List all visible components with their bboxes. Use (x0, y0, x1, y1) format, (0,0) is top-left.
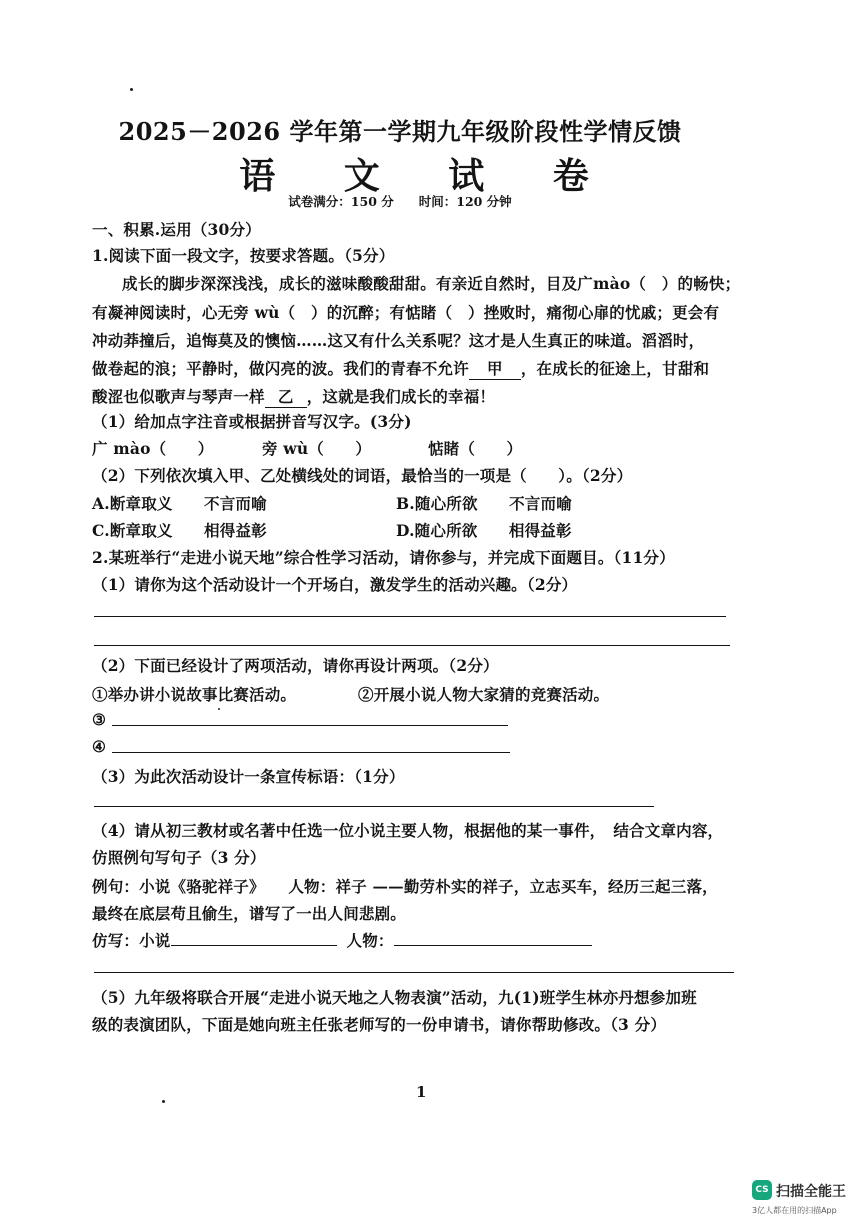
q1-prompt: 1.阅读下面一段文字，按要求答题。（5分） (92, 246, 395, 265)
activity-2: ②开展小说人物大家猜的竞赛活动。 (358, 685, 610, 704)
section-heading: 一、积累.运用（30分） (92, 220, 261, 239)
scan-speck (130, 88, 133, 91)
pinyin-item: 旁 wù（ ） (262, 439, 372, 458)
activity-4-label: ④ (92, 737, 107, 756)
option-a: A.断章取义 不言而喻 (92, 494, 267, 513)
answer-line (94, 806, 654, 807)
q2-sub5: （5）九年级将联合开展“走进小说天地之人物表演”活动，九(1)班学生林亦丹想参加班 (92, 988, 697, 1007)
scan-speck (218, 708, 220, 710)
q1-sub2: （2）下列依次填入甲、乙处横线处的词语，最恰当的一项是（ ）。（2分） (92, 466, 633, 485)
page-number: 1 (416, 1083, 427, 1101)
passage-line (92, 385, 495, 408)
answer-line (112, 752, 510, 753)
passage-line: 成长的脚步深深浅浅，成长的滋味酸酸甜甜。有亲近自然时，目及广mào（ ）的畅快； (122, 274, 741, 293)
passage-text: 酸涩也似歌声与琴声一样 (92, 387, 265, 406)
scanner-watermark (752, 1180, 858, 1220)
blank-jia: 甲 (469, 357, 521, 380)
passage-text: ，在成长的征途上，甘甜和 (520, 359, 710, 378)
example-line: 例句：小说《骆驼祥子》 人物：祥子 ——勤劳朴实的祥子，立志买车，经历三起三落， (92, 877, 718, 896)
q2-sub4-cont: 仿照例句写句子（3 分） (92, 848, 266, 867)
novel-blank (171, 931, 337, 946)
person-blank (394, 931, 592, 946)
passage-text: ，这就是我们成长的幸福！ (306, 387, 496, 406)
scanner-app-name: 扫描全能王 (776, 1184, 846, 1200)
scanner-tagline: 3亿人都在用的扫描App (752, 1206, 837, 1215)
q2-prompt: 2.某班举行“走进小说天地”综合性学习活动，请你参与，并完成下面题目。（11分） (92, 548, 675, 567)
blank-yi: 乙 (265, 385, 307, 408)
imitate-person-label: 人物： (346, 931, 394, 950)
passage-text: 做卷起的浪；平静时，做闪亮的波。我们的青春不允许 (92, 359, 469, 378)
scan-speck (162, 1100, 165, 1103)
example-line: 最终在底层苟且偷生，谱写了一出人间悲剧。 (92, 904, 407, 923)
option-d: D.随心所欲 相得益彰 (396, 521, 572, 540)
q2-sub5-cont: 级的表演团队，下面是她向班主任张老师写的一份申请书，请你帮助修改。（3 分） (92, 1015, 667, 1034)
imitate-line (92, 929, 592, 951)
camscanner-logo-icon: CS (752, 1180, 772, 1200)
exam-meta: 试卷满分：150 分 时间：120 分钟 (288, 194, 512, 209)
option-b: B.随心所欲 不言而喻 (396, 494, 572, 513)
q2-sub1: （1）请你为这个活动设计一个开场白，激发学生的活动兴趣。（2分） (92, 575, 578, 594)
activity-1: ①举办讲小说故事比赛活动。 (92, 685, 297, 704)
answer-line (112, 725, 508, 726)
pinyin-item: 广 mào（ ） (92, 439, 214, 458)
passage-line: 有凝神阅读时，心无旁 wù（ ）的沉醉；有惦睹（ ）挫败时，痛彻心扉的忧戚；更会有 (92, 303, 720, 322)
exam-title: 2025－2026 学年第一学期九年级阶段性学情反馈 (118, 117, 682, 146)
subject-title: 语 文 试 卷 (239, 155, 617, 197)
q2-sub3: （3）为此次活动设计一条宣传标语：（1分） (92, 767, 405, 786)
answer-line (94, 972, 734, 973)
imitate-label: 仿写：小说 (92, 931, 171, 950)
activity-3-label: ③ (92, 710, 107, 729)
q2-sub2: （2）下面已经设计了两项活动，请你再设计两项。（2分） (92, 656, 499, 675)
answer-line (94, 645, 730, 646)
passage-line (92, 357, 709, 380)
passage-line: 冲动莽撞后，追悔莫及的懊恼……这又有什么关系呢？这才是人生真正的味道。滔滔时， (92, 331, 705, 350)
option-c: C.断章取义 相得益彰 (92, 521, 267, 540)
pinyin-item: 惦睹（ ） (428, 439, 523, 458)
q1-sub1: （1）给加点字注音或根据拼音写汉字。(3分) (92, 412, 412, 431)
q2-sub4: （4）请从初三教材或名著中任选一位小说主要人物，根据他的某一事件， 结合文章内容， (92, 821, 724, 840)
answer-line (94, 616, 726, 617)
